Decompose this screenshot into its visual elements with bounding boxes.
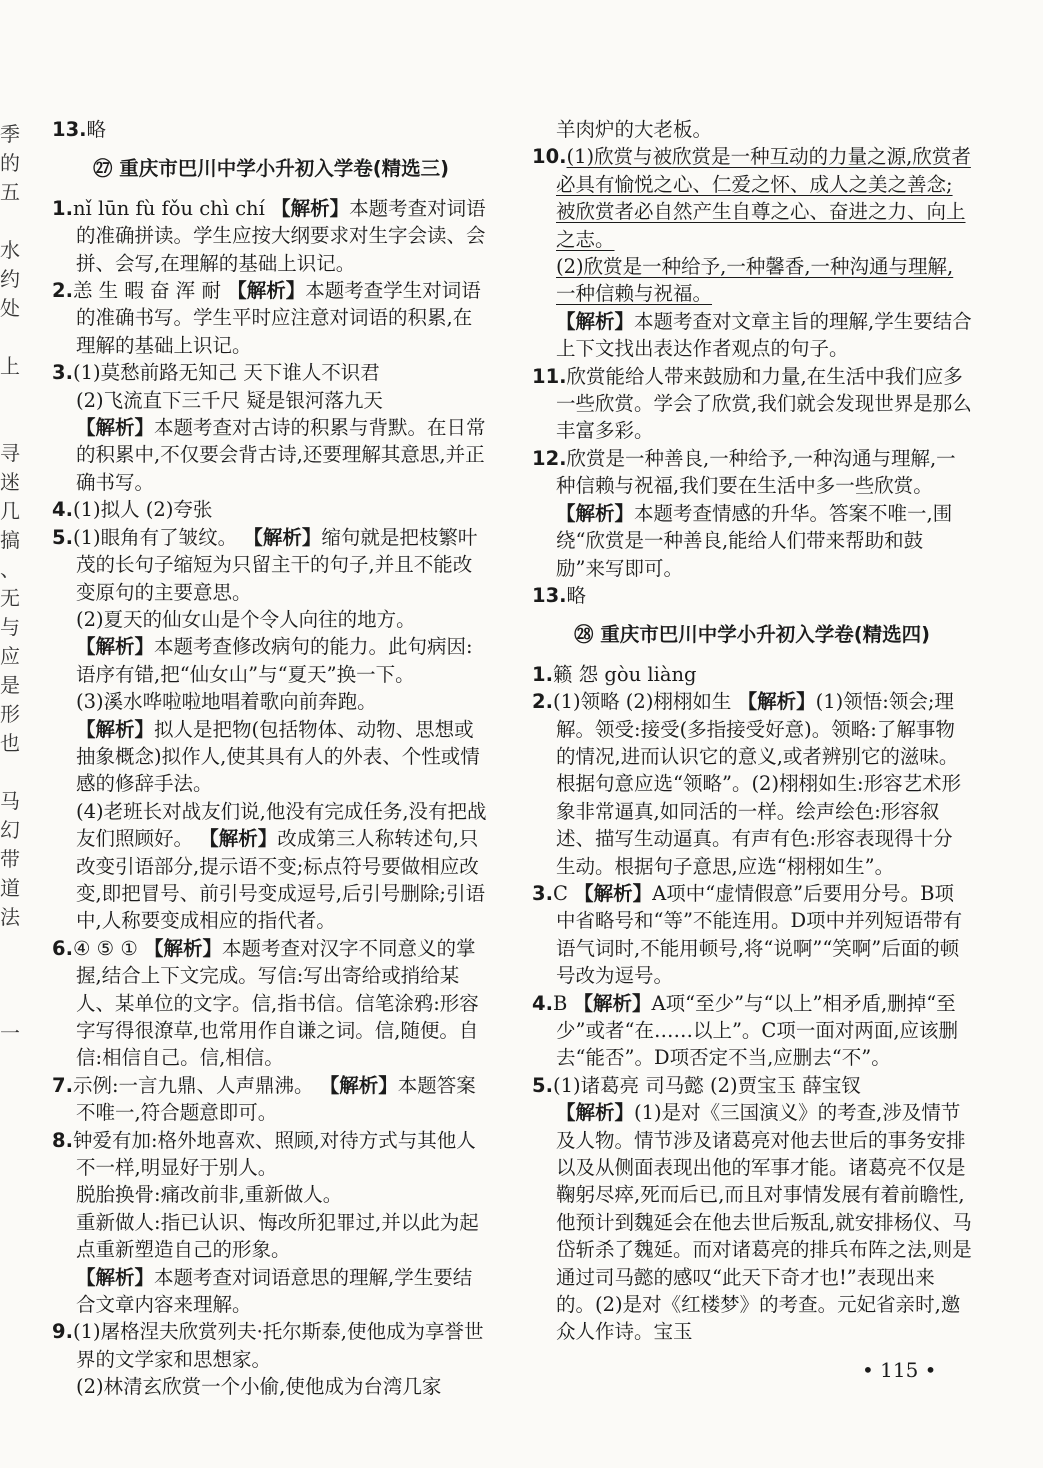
edge-char: 无 <box>0 586 20 610</box>
section-heading: ㉗ 重庆市巴川中学小升初入学卷(精选三) <box>92 157 450 181</box>
edge-char: 寻 <box>0 441 20 465</box>
answer-item <box>532 143 972 253</box>
answer-item <box>52 116 490 143</box>
analysis-label: 【解析】 <box>737 690 816 714</box>
analysis-text: 【解析】拟人是把物(包括物体、动物、思想或抽象概念)拟作人,使其具有人的外表、个性或情感的修辞手法。 <box>76 717 480 796</box>
edge-char: 与 <box>0 615 20 639</box>
item-number: 2. <box>532 690 553 714</box>
item-number: 3. <box>532 881 553 905</box>
answer-subitem: 重新做人:指已认识、悔改所犯罪过,并以此为起点重新塑造自己的形象。 <box>76 1210 479 1262</box>
edge-char: 马 <box>0 789 20 813</box>
item-text: 欣赏是一种善良,一种给予,一种沟通与理解,一种信赖与祝福,我们要在生活中多一些欣赏。 【解析】本题考查情感的升华。答案不唯一,围绕“欣赏是一种善良,能给人们带来帮助和鼓励”来写即可。 <box>556 446 956 580</box>
analysis-text: 【解析】本题考查对文章主旨的理解,学生要结合上下文找出表达作者观点的句子。 <box>556 309 972 361</box>
answer-subitem: (2)飞流直下三千尺 疑是银河落九天 <box>76 388 383 412</box>
item-number: 2. <box>52 279 73 303</box>
answer-item <box>52 496 490 523</box>
item-number: 12. <box>532 446 567 470</box>
item-text: (1)领略 (2)栩栩如生 【解析】(1)领悟:领会;理解。领受:接受(多指接受好意)。领略:了解事物的情况,进而认识它的意义,或者辨别它的滋味。根据句意应选“领略”。(2)栩栩如生:形容艺术形象非常逼真,如同活的一样。绘声绘色:形容叙述、描写生动逼真。有声有色:形容表现得十分生动。根据句子意思,应选“栩栩如生”。 <box>552 690 962 878</box>
edge-char: 带 <box>0 847 20 871</box>
item-number: 10. <box>532 145 567 169</box>
edge-char <box>0 932 26 961</box>
item-text: ④ ⑤ ① 【解析】本题考查对汉字不同意义的掌握,结合上下文完成。写信:写出寄给或捎给某人、某单位的文字。信,指书信。信笔涂鸦:形容字写得很潦草,也常用作自谦之词。信,随便。自信:相信自己。信,相信。 <box>72 936 479 1070</box>
edge-char: 应 <box>0 644 20 668</box>
edge-char: 水 <box>0 238 20 262</box>
analysis-label: 【解析】 <box>573 991 652 1015</box>
item-text: C 【解析】A项中“虚情假意”后要用分号。B项中省略号和“等”不能连用。D项中并列短语带有语气词时,不能用顿号,将“说啊”“笑啊”后面的顿号改为逗号。 <box>552 881 963 988</box>
item-text: (1)眼角有了皱纹。 【解析】缩句就是把枝繁叶茂的长句子缩短为只留主干的句子,并且不能改变原句的主要意思。 <box>72 525 478 604</box>
analysis-text: 【解析】(1)是对《三国演义》的考查,涉及情节及人物。情节涉及诸葛亮对他去世后的事务安排以及从侧面表现出他的军事才能。诸葛亮不仅是鞠躬尽瘁,死而后已,而且对事情发展有着前瞻性,他预计到魏延会在他去世后叛乱,就安排杨仪、马岱斩杀了魏延。而对诸葛亮的排兵布阵之法,则是通过司马懿的感叹“此天下奇才也!”表现出来的。(2)是对《红楼梦》的考查。元妃省亲时,邀众人作诗。宝玉 <box>556 1101 972 1344</box>
edge-char: 季 <box>0 122 20 146</box>
item-text: 示例:一言九鼎、人声鼎沸。 【解析】本题答案不唯一,符合题意即可。 <box>72 1073 476 1125</box>
left-column <box>52 116 490 1401</box>
item-text: 欣赏能给人带来鼓励和力量,在生活中我们应多一些欣赏。学会了欣赏,我们就会发现世界是那么丰富多彩。 <box>556 364 972 443</box>
item-text: (1)诸葛亮 司马懿 (2)贾宝玉 薛宝钗 <box>552 1073 861 1097</box>
item-number: 1. <box>532 662 553 686</box>
answer-item <box>52 1072 490 1127</box>
edge-char: 处 <box>0 296 20 320</box>
item-text: (1)欣赏与被欣赏是一种互动的力量之源,欣赏者必具有愉悦之心、仁爱之怀、成人之美之善念;被欣赏者必自然产生自尊之心、奋进之力、向上之志。 <box>556 145 971 251</box>
answer-item <box>532 688 972 880</box>
analysis-label: 【解析】 <box>76 717 155 741</box>
answer-item <box>52 524 490 606</box>
answer-item <box>532 1072 972 1099</box>
answer-subitem: 羊肉炉的大老板。 <box>556 118 713 141</box>
analysis-label: 【解析】 <box>76 635 155 659</box>
analysis-text: 【解析】本题考查对词语意思的理解,学生要结合文章内容来理解。 <box>76 1265 473 1317</box>
left-edge-margin <box>0 120 26 1048</box>
answer-item <box>52 195 490 277</box>
analysis-label: 【解析】 <box>76 1265 155 1289</box>
edge-char <box>0 207 26 236</box>
item-number: 3. <box>52 361 73 385</box>
item-number: 1. <box>52 196 73 220</box>
edge-char: 迷 <box>0 470 20 494</box>
item-text: 钟爱有加:格外地喜欢、照顾,对待方式与其他人不一样,明显好于别人。 <box>72 1128 476 1180</box>
section-heading: ㉘ 重庆市巴川中学小升初入学卷(精选四) <box>573 623 931 647</box>
analysis-label: 【解析】 <box>271 196 350 220</box>
edge-char: 上 <box>0 354 20 378</box>
answer-item <box>52 1318 490 1373</box>
edge-char: 幻 <box>0 818 20 842</box>
analysis-label: 【解析】 <box>144 936 223 960</box>
item-text: nǐ lūn fù fǒu chì chí 【解析】本题考查对词语的准确拼读。学生应按大纲要求对生字会读、会拼、会写,在理解的基础上识记。 <box>72 196 486 275</box>
item-text: B 【解析】A项“至少”与“以上”相矛盾,删掉“至少”或者“在……以上”。C项一面对两面,应该删去“能否”。D项否定不当,应删去“不”。 <box>552 991 959 1070</box>
item-number: 13. <box>52 118 87 141</box>
analysis-text: 【解析】本题考查修改病句的能力。此句病因:语序有错,把“仙女山”与“夏天”换一下。 <box>76 635 473 686</box>
item-text: (1)莫愁前路无知己 天下谁人不识君 <box>72 361 380 385</box>
analysis-label: 【解析】 <box>227 279 306 303</box>
answer-item <box>532 661 972 688</box>
item-text: (1)屠格涅夫欣赏列夫·托尔斯泰,使他成为享誉世界的文学家和思想家。 <box>72 1320 484 1371</box>
item-number: 8. <box>52 1128 73 1152</box>
answer-item <box>52 277 490 359</box>
item-text: 籁 怨 gòu liàng <box>552 662 697 686</box>
answer-subitem: 脱胎换骨:痛改前非,重新做人。 <box>76 1183 343 1207</box>
item-text: (1)拟人 (2)夸张 <box>72 498 213 522</box>
edge-char: 也 <box>0 731 20 755</box>
edge-char <box>0 410 26 439</box>
answer-subitem: (2)林清玄欣赏一个小偷,使他成为台湾几家 <box>76 1375 442 1399</box>
item-text: 恙 生 暇 奋 浑 耐 【解析】本题考查学生对词语的准确书写。学生平时应注意对词语的积累,在理解的基础上识记。 <box>72 279 481 357</box>
item-number: 5. <box>532 1073 553 1097</box>
analysis-label: 【解析】 <box>199 827 278 851</box>
edge-char: 法 <box>0 905 20 929</box>
item-number: 6. <box>52 936 73 960</box>
answer-subitem: (2)夏天的仙女山是个令人向往的地方。 <box>76 607 416 631</box>
item-number: 4. <box>52 498 73 522</box>
edge-char <box>0 323 26 352</box>
analysis-label: 【解析】 <box>243 525 322 549</box>
analysis-label: 【解析】 <box>574 881 653 905</box>
edge-char: 一 <box>0 1021 20 1045</box>
edge-char <box>0 990 26 1019</box>
analysis-label: 【解析】 <box>556 501 635 525</box>
answer-item <box>532 445 972 582</box>
edge-char: 形 <box>0 702 20 726</box>
edge-char: 的 <box>0 151 20 175</box>
analysis-text: 【解析】本题考查对古诗的积累与背默。在日常的积累中,不仅要会背古诗,还要理解其意思,并正确书写。 <box>76 416 486 494</box>
edge-char <box>0 961 26 990</box>
right-column <box>532 116 972 1346</box>
answer-item <box>532 582 972 609</box>
answer-item <box>52 1127 490 1182</box>
edge-char: 搞 <box>0 528 20 552</box>
item-number: 7. <box>52 1073 73 1097</box>
item-text: 略 <box>566 583 587 607</box>
item-number: 5. <box>52 525 73 549</box>
answer-item <box>532 363 972 445</box>
answer-item <box>52 935 490 1072</box>
item-number: 13. <box>532 583 567 607</box>
edge-char <box>0 758 26 787</box>
answer-subitem: (2)欣赏是一种给予,一种馨香,一种沟通与理解,一种信赖与祝福。 <box>556 255 954 306</box>
item-number: 11. <box>532 364 567 388</box>
item-number: 9. <box>52 1320 73 1344</box>
edge-char: 约 <box>0 267 20 291</box>
page-number: • 115 • <box>862 1358 937 1382</box>
edge-char: 五 <box>0 180 20 204</box>
analysis-label: 【解析】 <box>556 309 635 333</box>
analysis-label: 【解析】 <box>76 416 155 440</box>
edge-char: 几 <box>0 499 20 523</box>
edge-char: 、 <box>0 557 20 581</box>
analysis-label: 【解析】 <box>319 1073 398 1097</box>
answer-subitem: (3)溪水哗啦啦地唱着歌向前奔跑。 <box>76 690 377 714</box>
answer-item <box>52 359 490 386</box>
edge-char: 是 <box>0 673 20 697</box>
analysis-label: 【解析】 <box>556 1101 635 1125</box>
item-text: 略 <box>86 118 107 141</box>
answer-item <box>532 880 972 990</box>
edge-char <box>0 381 26 410</box>
item-number: 4. <box>532 991 553 1015</box>
answer-item <box>532 990 972 1072</box>
edge-char: 道 <box>0 876 20 900</box>
answer-subitem: (4)老班长对战友们说,他没有完成任务,没有把战友们照顾好。 【解析】改成第三人称转述句,只改变引语部分,提示语不变;标点符号要做相应改变,即把冒号、前引号变成逗号,后引号删除;引语中,人称要变成相应的指代者。 <box>76 799 487 933</box>
